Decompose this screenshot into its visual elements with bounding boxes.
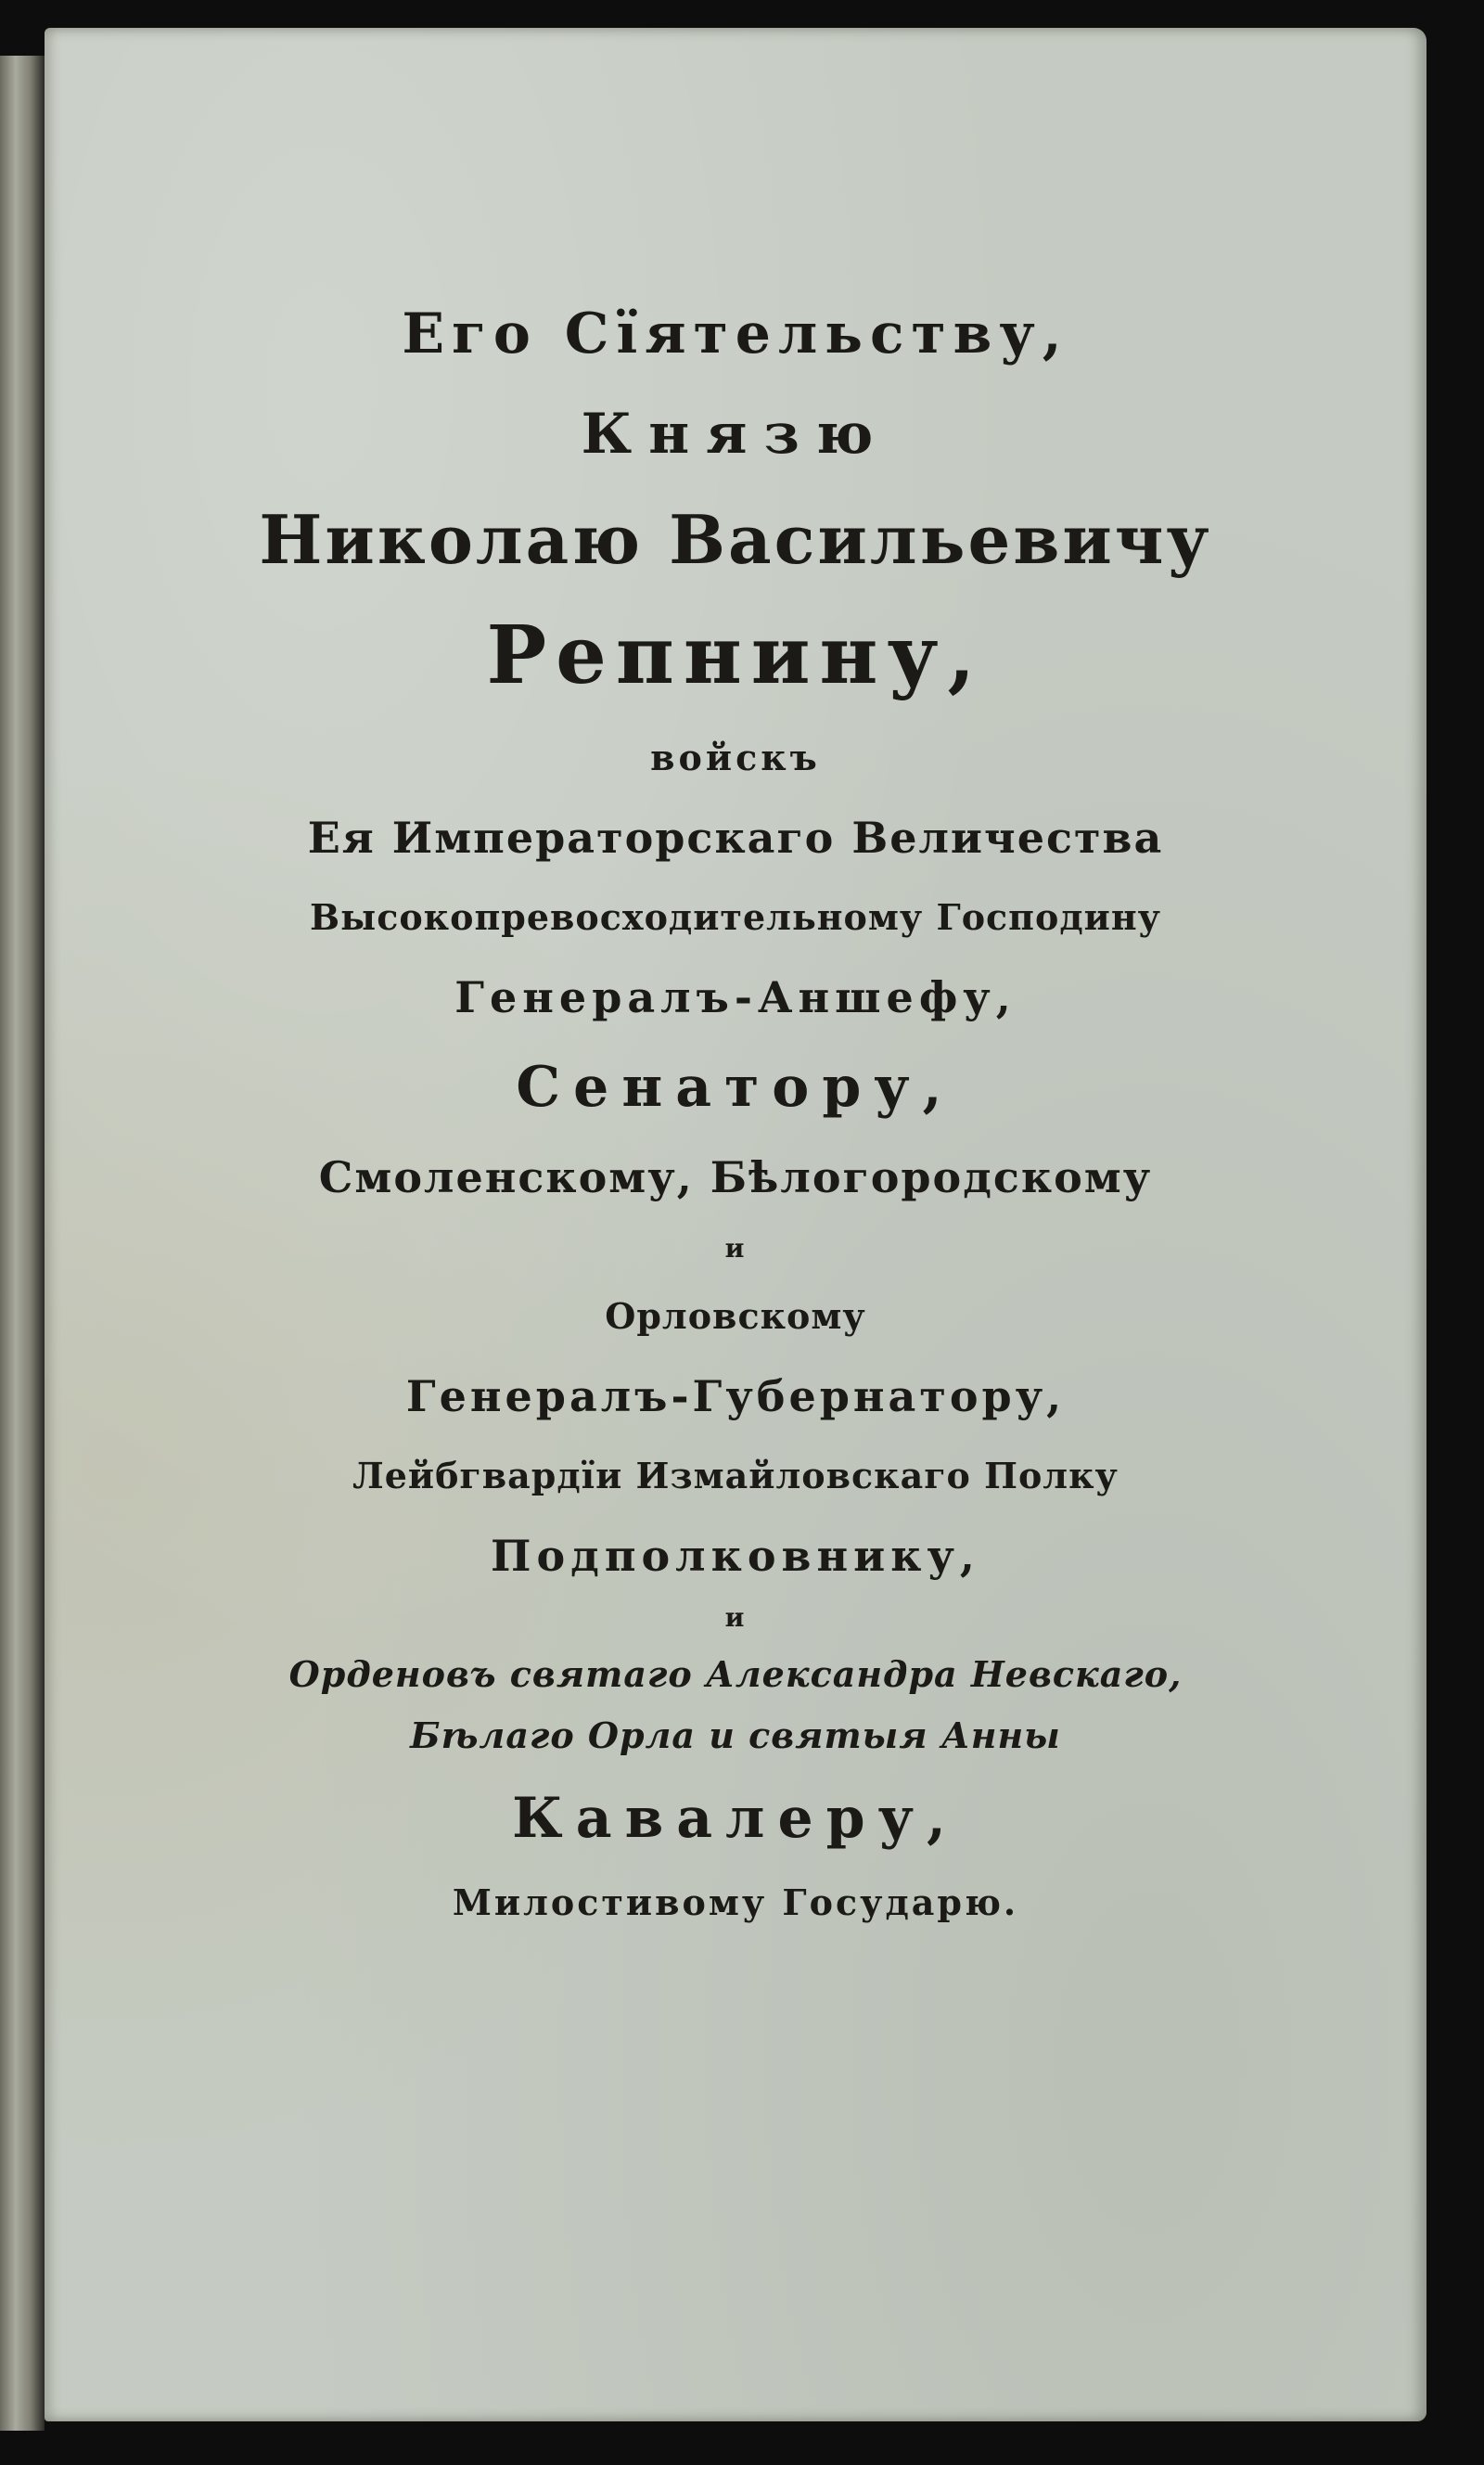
dedication-line-8: Генералъ-Аншефу, [454, 972, 1017, 1022]
dedication-text [45, 302, 1426, 1923]
dedication-line-13: Генералъ-Губернатору, [405, 1371, 1066, 1421]
dedication-line-2: Князю [581, 402, 890, 467]
dedication-line-15: Подполковнику, [491, 1531, 980, 1581]
dedication-line-3: Николаю Васильевичу [259, 500, 1212, 579]
book-spine-edge [0, 56, 45, 2431]
dedication-line-16: и [724, 1602, 747, 1633]
dedication-line-10: Смоленскому, Бѣлогородскому [318, 1152, 1153, 1202]
paper-page [45, 28, 1426, 2421]
dedication-line-18: Бѣлаго Орла и святыя Анны [410, 1714, 1061, 1756]
dedication-line-4: Репнину, [486, 609, 985, 702]
dedication-line-11: и [724, 1233, 747, 1264]
dedication-line-19: Кавалеру, [512, 1786, 959, 1851]
dedication-line-7: Высокопревосходительному Господину [309, 896, 1161, 938]
dedication-line-17: Орденовъ святаго Александра Невскаго, [288, 1653, 1183, 1695]
dedication-line-12: Орловскому [605, 1295, 866, 1337]
dedication-line-14: Лейбгвардїи Измайловскаго Полку [352, 1455, 1119, 1496]
dedication-line-6: Ея Императорскаго Величества [307, 813, 1164, 863]
dedication-line-1: Его Сїятельству, [402, 302, 1069, 366]
dedication-line-20: Милостивому Государю. [452, 1881, 1019, 1923]
dedication-line-9: Сенатору, [516, 1055, 955, 1120]
dedication-line-5: войскъ [650, 737, 821, 778]
